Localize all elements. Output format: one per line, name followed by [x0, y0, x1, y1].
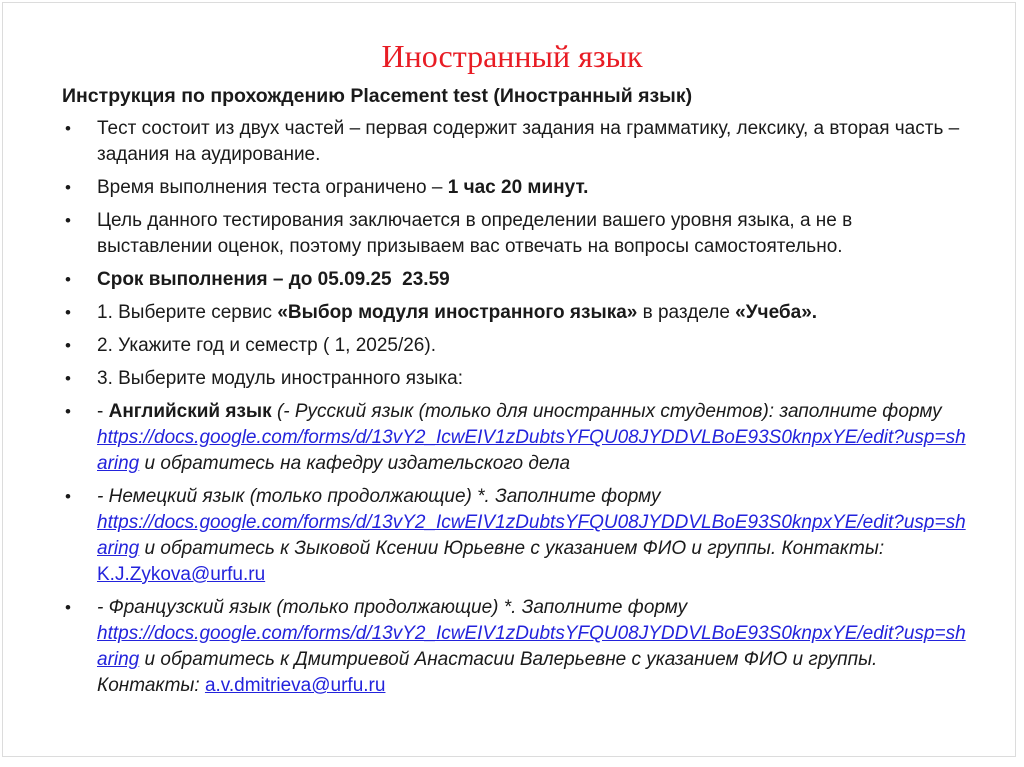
bullet-icon: •	[65, 119, 71, 138]
bullet-item	[65, 399, 968, 477]
bullet-icon: •	[65, 598, 71, 617]
text-run: (- Русский язык (только для иностранных студентов): заполните форму	[276, 401, 942, 422]
text-run: 1 час 20 минут.	[447, 177, 589, 198]
text-run: 2. Укажите год и семестр ( 1, 2025/26).	[97, 335, 436, 356]
hyperlink[interactable]: https://docs.google.com/forms/d/13vY2_IcwEIV1zDubtsYFQU08JYDDVLBoE93S0knpxYE/edit?usp=sharing	[97, 623, 966, 670]
text-run: - Французский язык (только продолжающие) *. Заполните форму	[97, 597, 688, 618]
bullet-item	[65, 116, 968, 168]
bullet-item	[65, 366, 968, 392]
bullet-icon: •	[65, 303, 71, 322]
text-run: и обратитесь к Дмитриевой Анастасии Валерьевне с указанием ФИО и группы. Контакты:	[97, 649, 878, 696]
text-run: «Выбор модуля иностранного языка»	[277, 302, 638, 323]
bullet-list	[0, 116, 1024, 699]
slide-title: Иностранный язык	[381, 38, 643, 74]
text-run: и обратитесь к Зыковой Ксении Юрьевне с указанием ФИО и группы. Контакты:	[139, 538, 885, 559]
hyperlink[interactable]: K.J.Zykova@urfu.ru	[97, 564, 266, 585]
bullet-item	[65, 333, 968, 359]
hyperlink[interactable]: https://docs.google.com/forms/d/13vY2_IcwEIV1zDubtsYFQU08JYDDVLBoE93S0knpxYE/edit?usp=sharing	[97, 512, 966, 559]
text-run: -	[97, 401, 109, 422]
bullet-item	[65, 595, 968, 699]
bullet-icon: •	[65, 178, 71, 197]
hyperlink[interactable]: a.v.dmitrieva@urfu.ru	[204, 675, 386, 696]
text-run: Тест состоит из двух частей – первая содержит задания на грамматику, лексику, а вторая часть – задания на аудирование.	[97, 118, 960, 165]
bullet-item	[65, 208, 968, 260]
bullet-item	[65, 175, 968, 201]
text-run: и обратитесь на кафедру издательского дела	[139, 453, 571, 474]
bullet-item	[65, 484, 968, 588]
text-run: Английский язык	[108, 401, 277, 422]
text-run: в разделе	[637, 302, 736, 323]
text-run: - Немецкий язык (только продолжающие) *. Заполните форму	[97, 486, 661, 507]
hyperlink[interactable]: https://docs.google.com/forms/d/13vY2_IcwEIV1zDubtsYFQU08JYDDVLBoE93S0knpxYE/edit?usp=sharing	[97, 427, 966, 474]
bullet-icon: •	[65, 336, 71, 355]
bullet-icon: •	[65, 270, 71, 289]
bullet-icon: •	[65, 369, 71, 388]
text-run: «Учеба».	[735, 302, 818, 323]
instruction-heading: Инструкция по прохождению Placement test (Иностранный язык)	[62, 85, 693, 107]
bullet-icon: •	[65, 211, 71, 230]
bullet-icon: •	[65, 402, 71, 421]
text-run: Цель данного тестирования заключается в определении вашего уровня языка, а не в выставлении оценок, поэтому призываем вас отвечать на вопросы самостоятельно.	[97, 210, 853, 257]
text-run: 1. Выберите сервис	[97, 302, 278, 323]
text-run: 3. Выберите модуль иностранного языка:	[97, 368, 464, 389]
bullet-item	[65, 300, 968, 326]
text-run: Срок выполнения – до 05.09.25 23.59	[97, 269, 450, 290]
bullet-item	[65, 267, 968, 293]
text-run: Время выполнения теста ограничено –	[97, 177, 448, 198]
bullet-icon: •	[65, 487, 71, 506]
